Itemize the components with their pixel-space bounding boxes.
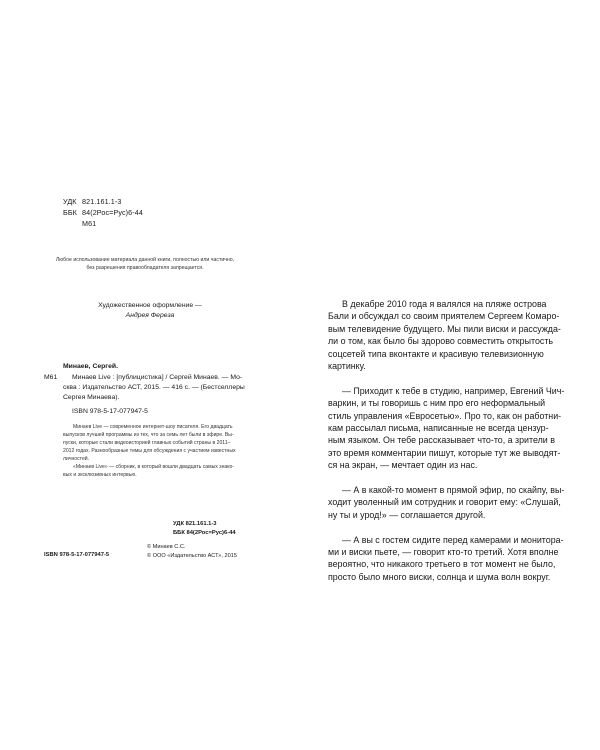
annotation-line: пуски, которые стали видеоисторией главных событий страны в 2011– <box>63 440 231 446</box>
classification-row-bbk <box>63 207 183 218</box>
copyright-line: © Минаев С.С. <box>147 544 186 550</box>
classification-row-mark <box>63 218 183 229</box>
body-line: это время комментарии пишут, которые тут же выводят- <box>328 447 561 458</box>
copyright-notice-line: без разрешения правообладателя запрещается. <box>86 265 204 271</box>
body-line: — Приходит к тебе в студию, например, Евгений Чич- <box>342 385 565 396</box>
body-line: стиль управления «Евросетью». Про то, как он работни- <box>328 410 562 421</box>
bibliographic-line: сква : Издательство АСТ, 2015. — 416 с. — (Бестселлеры <box>63 384 245 391</box>
isbn-line: ISBN 978-5-17-077947-5 <box>72 408 148 415</box>
body-line: ми и виски пьете, — говорит кто-то третий. Хотя вполне <box>328 547 559 558</box>
body-line: В декабре 2010 года я валялся на пляже острова <box>342 299 547 309</box>
copyright-notice <box>40 256 250 272</box>
bibliographic-line: Сергея Минаева). <box>63 394 120 401</box>
body-line: вым телевидение будущего. Мы пили виски и рассужда- <box>328 323 561 334</box>
body-line: ли о том, как было бы здорово совместить открытость <box>328 336 554 347</box>
body-line: просто было много виски, солнца и шума волн вокруг. <box>328 571 551 582</box>
author-heading: Минаев, Сергей. <box>63 363 118 370</box>
isbn-bottom: ISBN 978-5-17-077947-5 <box>44 552 110 558</box>
codes-block <box>173 520 236 537</box>
body-line: варкин, и ты говоришь с ним про его неформальный <box>328 398 546 409</box>
body-paragraph <box>328 484 581 521</box>
annotation-line: Минаев Live — современное интернет-шоу писателя. Его двадцать <box>73 424 233 430</box>
annotation-line: «Минаев Live» — сборник, в который вошли двадцать самых знако- <box>73 464 235 470</box>
classification-value: 84(2Рос=Рус)6-44 <box>82 208 143 217</box>
classification-key <box>63 218 82 229</box>
body-line: соцсетей типа вконтакте и красивую телевизионную <box>328 348 544 359</box>
annotation-line: личностей. <box>63 456 90 462</box>
classification-key: ББК <box>63 208 77 217</box>
art-design-label: Художественное оформление — <box>98 302 202 309</box>
copyright-lines <box>147 543 237 560</box>
body-line: — А в какой-то момент в прямой эфир, по скайпу, вы- <box>342 485 565 496</box>
body-line: — А вы с гостем сидите перед камерами и монитора- <box>342 534 564 545</box>
body-line: ходит уволенный им сотрудник и говорит ему: «Слушай, <box>328 497 561 508</box>
body-line: Бали и обсуждал со своим приятелем Сергеем Комаро- <box>328 311 560 322</box>
body-line: кам рассылал письма, написанные не всегда цензур- <box>328 423 549 434</box>
right-page-text <box>300 0 600 750</box>
body-line: вероятно, что никакого третьего в тот момент не было, <box>328 559 556 570</box>
bibliographic-record <box>63 373 273 403</box>
body-line: ся на экран, — мечтает один из нас. <box>328 460 478 471</box>
classification-block <box>63 196 183 229</box>
classification-value: М61 <box>82 219 97 228</box>
body-paragraph <box>328 298 581 372</box>
body-line: ным языком. Он тебе рассказывает что-то, а зрители в <box>328 435 555 446</box>
bibliographic-line: Минаев Live : [публицистика] / Сергей Минаев. — Мо- <box>72 374 243 381</box>
classification-key: УДК <box>63 197 77 206</box>
body-line: ну ты и урод!» — соглашается другой. <box>328 509 486 520</box>
codes-line: УДК 821.161.1-3 <box>173 521 217 527</box>
copyright-line: © ООО «Издательство АСТ», 2015 <box>147 552 237 559</box>
annotation <box>63 423 273 479</box>
annotation-line: вых и эксклюзивных интервью. <box>63 472 137 478</box>
body-paragraph <box>328 534 581 584</box>
copyright-notice-line: Любое использование материала данной книги, полностью или частично, <box>55 257 235 263</box>
catalog-mark: М61 <box>44 374 58 381</box>
annotation-line: 2012 годах. Разнообразные темы для обсуждения с участием известных <box>63 448 236 454</box>
annotation-paragraph <box>63 463 273 479</box>
art-design-credit <box>70 301 230 321</box>
annotation-paragraph <box>63 423 273 463</box>
body-text <box>328 298 581 596</box>
classification-value: 821.161.1-3 <box>82 197 122 206</box>
classification-row-udk <box>63 196 183 207</box>
body-paragraph <box>328 385 581 472</box>
codes-line: ББК 84(2Рос=Рус)6-44 <box>173 529 236 536</box>
body-line: картинку. <box>328 361 366 372</box>
art-designer-name: Андрея Фереза <box>125 312 175 319</box>
annotation-line: выпусков лучшей программы из тех, что за семь лет были в эфире. Вы- <box>63 432 234 438</box>
